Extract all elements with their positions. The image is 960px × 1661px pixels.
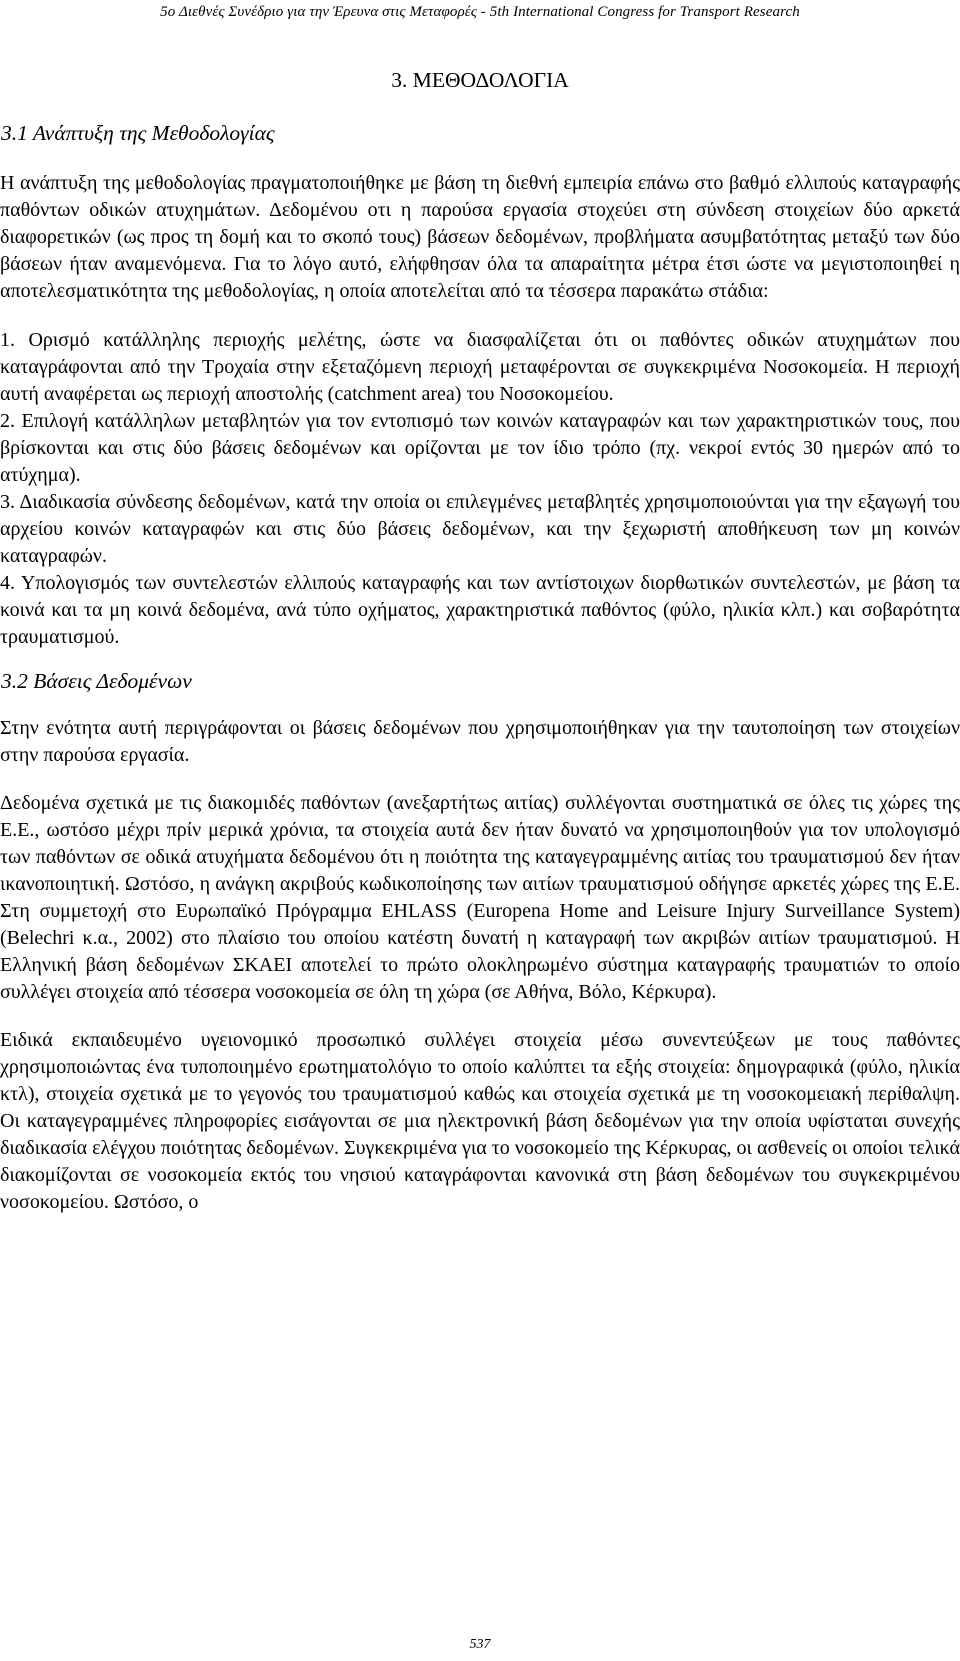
methodology-paragraph: Η ανάπτυξη της μεθοδολογίας πραγματοποιήθηκε με βάση τη διεθνή εμπειρία επάνω στο βαθμό ελλιπούς καταγραφής παθόντων οδικών ατυχημάτων. Δεδομένου οτι η παρούσα εργασία στοχεύει στη σύνδεση στοιχείων δύο αρκετά διαφορετικών (ως προς τη δομή και το σκοπό τους) βάσεων δεδομένων, προβλήματα ασυμβατότητας μεταξύ των δύο βάσεων ήταν αναμενόμενα. Για το λόγο αυτό, ελήφθησαν όλα τα απαραίτητα μέτρα έτσι ώστε να μεγιστοποιηθεί η αποτελεσματικότητα της μεθοδολογίας, η οποία αποτελείται από τα τέσσερα παρακάτω στάδια: — [0, 172, 960, 302]
page-number: 537 — [469, 1637, 491, 1652]
step-4: 4. Υπολογισμός των συντελεστών ελλιπούς καταγραφής και των αντίστοιχων διορθωτικών συντελεστών, με βάση τα κοινά και τα μη κοινά δεδομένα, ανά τύπο οχήματος, χαρακτηριστικά παθόντος (φύλο, ηλικία κλπ.) και σοβαρότητα τραυματισμού. — [0, 572, 960, 648]
subsection-2-title: 3.2 Βάσεις Δεδομένων — [1, 669, 192, 693]
step-2: 2. Επιλογή κατάλληλων μεταβλητών για τον εντοπισμό των κοινών καταγραφών και των χαρακτηριστικών τους, που βρίσκονται και στις δύο βάσεις δεδομένων και ορίζονται με τον ίδιο τρόπο (πχ. νεκροί εντός 30 ημερών από το ατύχημα). — [0, 410, 960, 486]
page-content — [0, 60, 960, 1216]
step-3: 3. Διαδικασία σύνδεσης δεδομένων, κατά την οποία οι επιλεγμένες μεταβλητές χρησιμοποιούνται για την εξαγωγή του αρχείου κοινών καταγραφών και στις δύο βάσεις δεδομένων, και την ξεχωριστή αποθήκευση των μη κοινών καταγραφών. — [0, 491, 960, 567]
databases-paragraph-3: Ειδικά εκπαιδευμένο υγειονομικό προσωπικό συλλέγει στοιχεία μέσω συνεντεύξεων με τους παθόντες χρησιμοποιώντας ένα τυποποιημένο ερωτηματολόγιο το οποίο καλύπτει τα εξής στοιχεία: δημογραφικά (φύλο, ηλικία κτλ), στοιχεία σχετικά με το γεγονός του τραυματισμού καθώς και στοιχεία σχετικά με τη νοσοκομειακή περίθαλψη. Οι καταγεγραμμένες πληροφορίες εισάγονται σε μια ηλεκτρονική βάση δεδομένων για την οποία υφίσταται συνεχής διαδικασία ελέγχου ποιότητας δεδομένων. Συγκεκριμένα για το νοσοκομείο της Κέρκυρας, οι ασθενείς οι οποίοι τελικά διακομίζονται σε νοσοκομεία εκτός του νησιού καταγράφονται κανονικά στη βάση δεδομένων του συγκεκριμένου νοσοκομείου. Ωστόσο, ο — [0, 1029, 960, 1213]
step-1: 1. Ορισμό κατάλληλης περιοχής μελέτης, ώστε να διασφαλίζεται ότι οι παθόντες οδικών ατυχημάτων που καταγράφονται από την Τροχαία στην εξεταζόμενη περιοχή μεταφέρονται σε συγκεκριμένα Νοσοκομεία. Η περιοχή αυτή αναφέρεται ως περιοχή αποστολής (catchment area) του Νοσοκομείου. — [0, 329, 960, 405]
subsection-1-title: 3.1 Ανάπτυξη της Μεθοδολογίας — [1, 121, 275, 145]
databases-intro-paragraph: Στην ενότητα αυτή περιγράφονται οι βάσεις δεδομένων που χρησιμοποιήθηκαν για την ταυτοποίηση των στοιχείων στην παρούσα εργασία. — [0, 717, 960, 766]
section-title: 3. ΜΕΘΟΔΟΛΟΓΙΑ — [391, 68, 569, 92]
running-header: 5ο Διεθνές Συνέδριο για την Έρευνα στις Μεταφορές - 5th International Congress for Transport Research — [160, 4, 800, 20]
databases-paragraph-2: Δεδομένα σχετικά με τις διακομιδές παθόντων (ανεξαρτήτως αιτίας) συλλέγονται συστηματικά σε όλες τις χώρες της Ε.Ε., ωστόσο μέχρι πρίν μερικά χρόνια, τα στοιχεία αυτά δεν ήταν δυνατό να χρησιμοποιηθούν για τον υπολογισμό των παθόντων σε οδικά ατυχήματα δεδομένου ότι η ποιότητα της καταγεγραμμένης αιτίας του τραυματισμού δεν ήταν ικανοποιητική. Ωστόσο, η ανάγκη ακριβούς κωδικοποίησης των αιτίων τραυματισμού οδήγησε αρκετές χώρες της Ε.Ε. Στη συμμετοχή στο Ευρωπαϊκό Πρόγραμμα EHLASS (Europena Home and Leisure Injury Surveillance System) (Belechri κ.α., 2002) στο πλαίσιο του οποίου κατέστη δυνατή η καταγραφή των ακριβών αιτίων τραυματισμού. Η Ελληνική βάση δεδομένων ΣΚΑΕΙ αποτελεί το πρώτο ολοκληρωμένο σύστημα καταγραφής τραυματιών το οποίο συλλέγει στοιχεία από τέσσερα νοσοκομεία σε όλη τη χώρα (σε Αθήνα, Βόλο, Κέρκυρα). — [0, 792, 960, 1003]
